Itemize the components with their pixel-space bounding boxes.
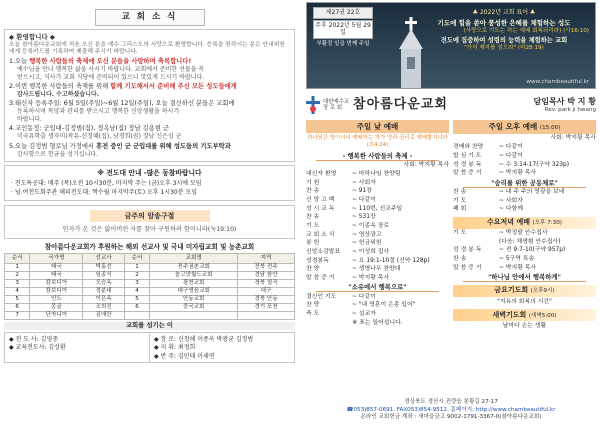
- right-column: [300, 0, 600, 424]
- order-item: 축 도 ~ 설교자: [306, 311, 376, 318]
- church-footer: [306, 399, 596, 422]
- address: 경상북도 경산시 진량읍 봉황길 27-17: [404, 399, 498, 406]
- order-item: 말 씀 증 거 ~ 박지황 목사: [453, 264, 537, 271]
- order-item: 찬 송 ~ 내 주 주의 영광을 보네: [453, 188, 565, 195]
- order-item: 경배와 찬양 ~ 다같이: [453, 144, 523, 151]
- order-item: 기 도 ~ 사회자: [453, 197, 523, 204]
- issue-date: 주후 2022년 5월 29일: [313, 20, 373, 39]
- afternoon-leader: 사회: 박지황 목사: [550, 135, 596, 142]
- table-row: 6 몽골 조희진 6 중국교회 경기 포천: [5, 304, 295, 312]
- evangelism-title: ※ 전도대 안내 -많은 동참바랍니다: [97, 169, 202, 178]
- servers-right: ◆ 장 로: 신청해 이종옥 박광균 김정범 ◆ 지 휘: 최정희 ◆ 반 주: 김민태 이세연: [154, 335, 254, 360]
- table-row: 7 단자니아 김애란: [5, 312, 295, 320]
- missions-table: [4, 253, 295, 320]
- news-item-3: 3.태신자 등록주일: 6월 5일(주일)~6월 12일(주일), 오늘 결신하신 분들은 교회에 등록하시며 목양과 관리를 받으시고 행복한 신앙생활을 하시기 바랍니다.: [9, 100, 235, 123]
- sunday-worship: [306, 120, 449, 331]
- missions-title: 참아름다운교회가 후원하는 해외 선교사 및 국내 미자립교회 및 농촌교회: [44, 243, 255, 251]
- order-item: 대신자 환영 ~ 마하나임 찬양팀: [306, 171, 401, 178]
- missions-header-row: 순서 국가명 선교사 순서 교회명 지역: [5, 254, 295, 264]
- contact-info[interactable]: ☎053)857-0691. FAX053)854-9512. 홈페이지: http://www.chambeautiful.kr: [346, 406, 556, 413]
- news-title: 교 회 소 식: [95, 9, 205, 26]
- evangelism-box: [4, 165, 295, 200]
- order-item: 결신인 기도 ~ 다같이: [306, 293, 376, 300]
- table-row: 4 캄보디아 정분대 4 대구생음교회 대구: [5, 288, 295, 296]
- news-item-5: 5.오늘 김정범 형로님 가정에서 휴전 중인 군 군입대를 위해 성도들의 기도부탁과 감사함으로 헌금을 성기십니다.: [9, 142, 231, 158]
- sunday-worship-title: 주일 낮 예배: [306, 120, 449, 133]
- cover-banner: [306, 2, 596, 89]
- issue-box: [313, 7, 373, 47]
- church-motto: ♣ 2022년 교회 표어 ♣ 기도에 힘을 쏟아 풍성한 은혜를 체험하는 성도 (사랑으로 기도는 하는 예배 회복되리라) (사16:10) 전도에 집중하여 성령의 능력을 체험하는 교회 "가서 제자를 삼으라" (마28:19): [437, 9, 589, 52]
- order-item: 기 원 ~ 사회자: [306, 179, 376, 186]
- festival-title: - 행복한 사람들의 축제 -: [316, 152, 439, 161]
- order-item: 성 경 봉 독 ~ 전 9:7-10(구약 957p): [453, 247, 566, 254]
- church-header: [306, 91, 596, 119]
- order-item: 기 도 ~ 박정팔 안수집사: [453, 229, 548, 236]
- memory-verse-text: 인자가 온 것은 잃어버린 자를 찾아 구원하려 함이니라(눅19:10): [62, 226, 237, 234]
- dawn-prayer-title: 새벽기도회 (새벽5:00): [453, 309, 596, 321]
- order-item: 성 경 봉 독 ~ 수 3:14-17(구약 323p): [453, 161, 570, 168]
- order-item: 찬 송 ~ 5구역 특송: [453, 255, 535, 262]
- order-item: 찬 양 ~ "내 영혼이 은총 입어": [306, 302, 416, 309]
- website-url[interactable]: www.chambeautiful.kr: [526, 79, 589, 86]
- order-item: 찬 송 ~ 91장: [306, 188, 372, 195]
- welcome-heading: ◆ 환영합니다 ◆: [9, 32, 55, 41]
- table-row: 3 캄보디아 오승옥 3 광천교회 경북 칠곡: [5, 280, 295, 288]
- evangelism-line: · 넘.여전도회주관 해피전도대: 짝수월 마지막주(토) 오후 1시30분 모임: [11, 189, 198, 196]
- afternoon-worship-title: 주일 오후 예배 (15:00): [453, 120, 596, 134]
- issue-number: 제27권 22호: [313, 7, 373, 19]
- order-item: 말 씀 증 거 ~ 박지황 목사: [306, 275, 390, 282]
- donation-account: 온라인 교회헌금 계좌 : 새마을금고 9002-1791-3367-0(참아름다운교회): [360, 414, 542, 421]
- servers-box: [4, 332, 295, 364]
- order-item: (다음: 채명훤 안수집사): [499, 238, 561, 245]
- news-item-1: 1.오늘 행복한 사람들의 축제에 오신 분들을 사랑하며 축복합니다! 예수님을 만나 행복한 삶을 사시기 바랍니다. 교회에서 준비한 선물을 꼭 받으시고, 식사가 교회 식당에 준비되어 있으니 맛있게 드시기 바랍니다.: [9, 58, 205, 81]
- order-item: 교 회 소 식 ~ 영상광고: [306, 231, 382, 238]
- evangelism-line: · 전도특공대: 매주 (목)오전 10시30분, 마지막 주는 (금)오후 3시에 모임: [11, 179, 202, 187]
- order-item: 폐 회 ~ 다함께: [453, 206, 523, 213]
- welcome-text: 오늘 참아름다운교회에 처음 오신 분을 예수 그리스도의 사랑으로 환영합니다. 등록을 원하시는 분은 안내위원에게 등록카드를 기록하여 제출해 주시기 바랍니다.: [9, 41, 285, 55]
- table-row: 5 인도 이은옥 5 안동교회 경북 안동: [5, 296, 295, 304]
- table-row: 2 태국 임종식 2 놀고맛월드교회 경남 함안: [5, 272, 295, 280]
- servers-title: 교회를 섬기는 이: [4, 322, 295, 330]
- wednesday-worship-title: 수요저녁 예배 (오후 7:30): [453, 217, 596, 229]
- order-item: 찬 양 ~ 생명나무 찬양대: [306, 266, 401, 273]
- order-item: 합 심 기 도 ~ 다같이: [453, 152, 523, 159]
- church-name: 참아름다운교회: [353, 96, 448, 112]
- order-item: 기 도 ~ 이종옥 장로: [306, 223, 390, 230]
- news-item-2: 2.이번 행복한 사람들의 축제를 위해 함께 기도해서서 준비해 주신 모든 성도들에게 감사드립니다. 수고하셨습니다.: [9, 83, 237, 98]
- table-row: 1 태국 박홍선 1 전주권촌교회 전북 전주: [5, 264, 295, 272]
- sermon-title: "소유에서 행복으로": [316, 283, 439, 292]
- order-item: 말 씀 증 거 ~ 박지황 목사: [453, 170, 537, 177]
- worship-verse: 하나님은 영이시니 예배하는 자가 영과 진리로 예배할지니라(요4:24): [307, 135, 448, 149]
- church-logo-icon: [306, 96, 320, 114]
- wednesday-sermon: "하나님 안에서 행복하게": [463, 273, 586, 282]
- pastor-info: 담임목사 박 지 황 Rev. park ji hwang: [533, 96, 596, 113]
- news-box: [4, 29, 295, 162]
- memory-verse-title: 금주의 암송구절: [90, 210, 210, 223]
- liturgical-week: 부활절 일곱 번째 주일: [316, 40, 370, 47]
- afternoon-worship: [453, 120, 596, 331]
- friday-prayer-title: 금요기도회 (오후9시): [453, 285, 596, 297]
- memory-verse-box: [4, 205, 295, 240]
- news-list: [9, 58, 290, 158]
- news-item-4: 4.교인동정: 군입대-김정범(집), 정옥남(집) 장남 김용현 군 미국유학출 생자미(곽유-신정혜(집), 남경희(권) 장남 신은성 군: [9, 125, 182, 141]
- order-item: 신 앙 고 백 ~ 다같이: [306, 197, 376, 204]
- dawn-prayer-theme: 날마다 손는 생활: [502, 323, 547, 330]
- worship-leader: 사회: 박지황 목사: [403, 162, 449, 169]
- friday-prayer-theme: "지유의 회복의 시간": [497, 298, 552, 305]
- servers-left: ◆ 전 도 사: 김영중 ◆ 교육전도사: 김상환: [5, 333, 150, 363]
- afternoon-sermon: "승리를 위한 공동체로": [463, 179, 586, 188]
- order-item: 신앙소감발표 ~ 이성희 집사: [306, 249, 390, 256]
- worship-section: [306, 120, 596, 331]
- order-item: 찬 송 ~ 531장: [306, 214, 376, 221]
- footnote: ※ 표는 일어섭니다.: [352, 320, 403, 326]
- order-item: 성 시 교 독 ~ 110번, 선교주일: [306, 205, 403, 212]
- order-item: 봉 헌 ~ 헌금위원: [306, 240, 382, 247]
- order-item: 성경봉독 ~ 요 19:1-10절 (신약 128p): [306, 257, 430, 264]
- denomination: 대한예수교 장 로 회: [323, 98, 350, 111]
